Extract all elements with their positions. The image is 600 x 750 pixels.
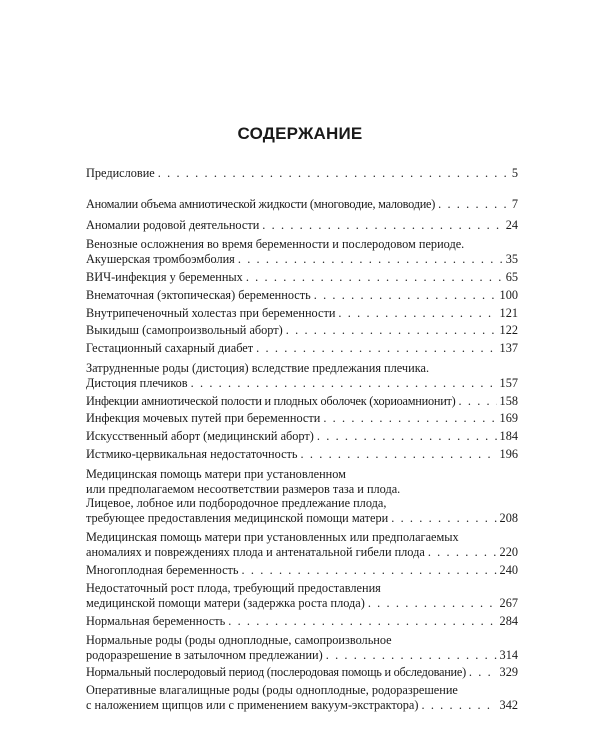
- toc-entry[interactable]: [86, 683, 518, 713]
- toc-entry-row: [86, 665, 518, 680]
- toc-page-number: 342: [499, 697, 518, 712]
- dot-leader: [228, 614, 496, 629]
- dot-leader: [368, 596, 497, 611]
- dot-leader: [191, 376, 497, 391]
- toc-entry-title-line: Инфекции амниотической полости и плодных оболочек (хориоамнионит): [86, 393, 456, 408]
- toc-entry[interactable]: [86, 467, 518, 526]
- toc-entry[interactable]: [86, 361, 518, 391]
- dot-leader: [391, 511, 496, 526]
- toc-entry-title-line: Медицинская помощь матери при установленном: [86, 466, 346, 481]
- toc-entry[interactable]: [86, 341, 518, 356]
- toc-page-number: 122: [499, 323, 518, 338]
- toc-page-number: 314: [499, 647, 518, 662]
- toc-entry-title-line: Затрудненные роды (дистоция) вследствие предлежания плечика.: [86, 360, 430, 375]
- toc-entry-title-line: Истмико-цервикальная недостаточность: [86, 446, 298, 461]
- toc-entry-title-line: Аномалии родовой деятельности: [86, 217, 260, 232]
- toc-entry-row: [86, 698, 518, 713]
- page-title: СОДЕРЖАНИЕ: [237, 124, 363, 143]
- toc-page-number: 5: [511, 166, 518, 180]
- toc-entry-title-line: родоразрешение в затылочном предлежании): [86, 647, 323, 662]
- toc-entry-title-line: Предисловие: [86, 166, 155, 180]
- toc-page-number: 157: [499, 375, 518, 390]
- toc-entry[interactable]: [86, 665, 518, 680]
- toc-entry-title-line: Нормальный послеродовый период (послеродовая помощь и обследование): [86, 665, 466, 680]
- toc-entry[interactable]: [86, 306, 518, 321]
- dot-leader: [317, 429, 497, 444]
- toc-entry[interactable]: [86, 581, 518, 611]
- toc-entry-row: [86, 614, 518, 629]
- toc-entry[interactable]: [86, 197, 518, 212]
- toc-entry-title-line: Оперативные влагалищные роды (роды одноплодные, родоразрешение: [86, 683, 458, 698]
- toc-page-number: 35: [505, 252, 518, 267]
- toc-entry-title-line: требующее предоставления медицинской помощи матери: [86, 511, 389, 526]
- toc-page-number: 137: [499, 341, 518, 356]
- toc-page-number: 220: [499, 544, 518, 559]
- dot-leader: [242, 563, 497, 578]
- toc-entry-title-line: Нормальные роды (роды одноплодные, самопроизвольное: [86, 632, 392, 647]
- toc-entry-row: [86, 648, 518, 663]
- toc-entry-title-line: медицинской помощи матери (задержка роста плода): [86, 596, 365, 611]
- dot-leader: [338, 306, 496, 321]
- toc-page-number: 196: [499, 446, 518, 461]
- dot-leader: [301, 447, 497, 462]
- toc-entry-title-line: Лицевое, лобное или подбородочное предлежание плода,: [86, 496, 387, 511]
- toc-entry-title-line: Недостаточный рост плода, требующий предоставления: [86, 581, 381, 596]
- toc-entry[interactable]: [86, 447, 518, 462]
- toc-entry-row: [86, 545, 518, 560]
- toc-entry-title-line: аномалиях и повреждениях плода и антенатальной гибели плода: [86, 544, 425, 559]
- toc-entry[interactable]: [86, 323, 518, 338]
- dot-leader: [459, 394, 497, 409]
- toc-entry-row: [86, 341, 518, 356]
- dot-leader: [158, 166, 509, 181]
- toc-entry-title-line: Гестационный сахарный диабет: [86, 341, 254, 356]
- dot-leader: [286, 323, 497, 338]
- toc-page-number: 24: [505, 217, 518, 232]
- toc-entry[interactable]: [86, 288, 518, 303]
- toc-entry-title-line: Внематочная (эктопическая) беременность: [86, 287, 311, 302]
- toc-entry-title-line: Многоплодная беременность: [86, 562, 239, 577]
- dot-leader: [256, 341, 496, 356]
- dot-leader: [323, 411, 496, 426]
- toc-entry-title-line: Дистоция плечиков: [86, 375, 188, 390]
- toc-entry-row: [86, 166, 518, 181]
- toc-entry-title-line: Внутрипеченочный холестаз при беременности: [86, 305, 336, 320]
- toc-page-number: 158: [499, 393, 518, 408]
- dot-leader: [262, 218, 502, 233]
- toc-entry[interactable]: [86, 237, 518, 267]
- toc-entry[interactable]: [86, 429, 518, 444]
- toc-entry-row: [86, 447, 518, 462]
- toc-page-number: 121: [499, 305, 518, 320]
- toc-entry-title-line: с наложением щипцов или с применением вакуум-экстрактора): [86, 697, 419, 712]
- toc-entry-row: [86, 197, 518, 212]
- toc-entry-title-line: или предполагаемом несоответствии размеров таза и плода.: [86, 481, 401, 496]
- toc-entry[interactable]: [86, 633, 518, 663]
- dot-leader: [438, 197, 509, 212]
- dot-leader: [421, 698, 496, 713]
- dot-leader: [246, 270, 503, 285]
- toc-entry-title-line: Нормальная беременность: [86, 613, 226, 628]
- toc-list: [86, 163, 518, 713]
- toc-entry-row: [86, 218, 518, 233]
- toc-entry-title-line: Аномалии объема амниотической жидкости (многоводие, маловодие): [86, 196, 436, 211]
- toc-entry-row: [86, 429, 518, 444]
- toc-entry-title-line: Инфекция мочевых путей при беременности: [86, 411, 321, 426]
- dot-leader: [326, 648, 497, 663]
- toc-entry-title-line: Искусственный аборт (медицинский аборт): [86, 429, 314, 444]
- toc-entry-row: [86, 596, 518, 611]
- toc-entry-title-line: Медицинская помощь матери при установленных или предполагаемых: [86, 529, 459, 544]
- toc-entry-row: [86, 563, 518, 578]
- toc-entry[interactable]: [86, 614, 518, 629]
- toc-entry-row: [86, 270, 518, 285]
- toc-entry-title-line: Акушерская тромбоэмболия: [86, 252, 235, 267]
- toc-page-number: 208: [499, 511, 518, 526]
- toc-page-number: 65: [505, 269, 518, 284]
- toc-entry[interactable]: [86, 270, 518, 285]
- toc-entry-row: [86, 306, 518, 321]
- toc-page-number: 184: [499, 429, 518, 444]
- toc-page-number: 240: [499, 562, 518, 577]
- toc-page-number: 100: [499, 287, 518, 302]
- toc-entry-row: [86, 323, 518, 338]
- toc-entry-row: [86, 411, 518, 426]
- toc-entry-title-line: ВИЧ-инфекция у беременных: [86, 269, 243, 284]
- dot-leader: [238, 252, 503, 267]
- toc-page-number: 169: [499, 411, 518, 426]
- toc-entry-row: [86, 252, 518, 267]
- toc-entry[interactable]: [86, 411, 518, 426]
- toc-entry[interactable]: [86, 218, 518, 233]
- toc-entry-row: [86, 511, 518, 526]
- toc-entry[interactable]: [86, 530, 518, 560]
- dot-leader: [428, 545, 497, 560]
- toc-entry-title-line: Выкидыш (самопроизвольный аборт): [86, 323, 283, 338]
- dot-leader: [469, 665, 497, 680]
- toc-page-number: 284: [499, 613, 518, 628]
- toc-entry-title-line: Венозные осложнения во время беременности и послеродовом периоде.: [86, 237, 465, 252]
- toc-entry[interactable]: [86, 166, 518, 181]
- toc-entry-row: [86, 376, 518, 391]
- toc-page-number: 7: [511, 196, 518, 211]
- toc-entry-row: [86, 394, 518, 409]
- toc-entry[interactable]: [86, 394, 518, 409]
- toc-page-number: 329: [499, 665, 518, 680]
- toc-entry-row: [86, 288, 518, 303]
- dot-leader: [314, 288, 497, 303]
- toc-page-number: 267: [499, 596, 518, 611]
- toc-entry[interactable]: [86, 563, 518, 578]
